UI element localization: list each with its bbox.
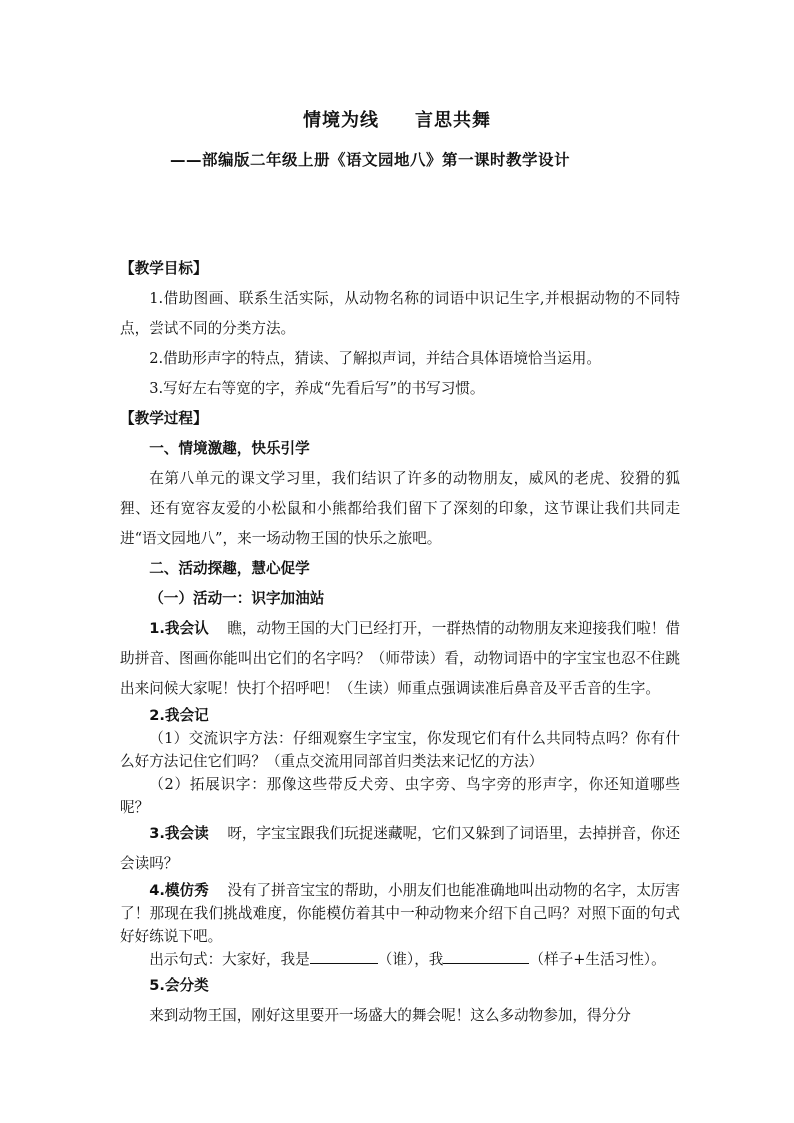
- item-5-label: 5.会分类: [149, 977, 209, 994]
- title-part-2: 言思共舞: [415, 110, 491, 131]
- item-4-text: 没有了拼音宝宝的帮助，小朋友们也能准确地叫出动物的名字，太厉害了！那现在我们挑战难度，你能模仿着其中一种动物来介绍下自己吗？对照下面的句式好好练说下吧。: [120, 882, 680, 945]
- item-2-part-2: （2）拓展识字：那像这些带反犬旁、虫字旁、鸟字旁的形声字，你还知道哪些呢？: [120, 776, 680, 816]
- title-part-1: 情境为线: [303, 110, 379, 131]
- item-3-label: 3.我会读: [149, 825, 209, 842]
- item-2-label: 2.我会记: [149, 707, 209, 724]
- document-body: [120, 254, 680, 1031]
- document-title: [0, 106, 794, 132]
- goals-header: 【教学目标】: [120, 260, 208, 277]
- item-4-label: 4.模仿秀: [149, 882, 209, 899]
- item-5-text: 来到动物王国，刚好这里要开一场盛大的舞会呢！这么多动物参加，得分分: [149, 1007, 631, 1024]
- section-2-title: 二、活动探趣，慧心促学: [149, 560, 310, 577]
- activity-1-title: （一）活动一：识字加油站: [149, 590, 325, 607]
- item-3-text: 呀，字宝宝跟我们玩捉迷藏呢，它们又躲到了词语里，去掉拼音，你还会读吗？: [120, 825, 680, 872]
- process-header: 【教学过程】: [120, 410, 208, 427]
- blank-line-description[interactable]: [443, 949, 529, 964]
- goal-1: 1.借助图画、联系生活实际，从动物名称的词语中识记生字,并根据动物的不同特点，尝试不同的分类方法。: [120, 290, 680, 337]
- item-3: [120, 819, 680, 879]
- section-1-title: 一、情境激趣，快乐引学: [149, 440, 310, 457]
- blank-line-who[interactable]: [310, 949, 378, 964]
- goal-3: 3.写好左右等宽的字，养成“先看后写”的书写习惯。: [149, 380, 485, 397]
- section-1-text: 在第八单元的课文学习里，我们结识了许多的动物朋友，威风的老虎、狡猾的狐狸、还有宽容友爱的小松鼠和小熊都给我们留下了深刻的印象，这节课让我们共同走进“语文园地八”，来一场动物王国的快乐之旅吧。: [120, 470, 680, 547]
- item-4: [120, 879, 680, 948]
- sentence-pattern-part-1: 出示句式：大家好，我是: [149, 951, 310, 968]
- sentence-pattern-part-3: （样子+生活习性）。: [529, 951, 666, 968]
- item-1-text: 瞧，动物王国的大门已经打开，一群热情的动物朋友来迎接我们啦！借助拼音、图画你能叫出它们的名字吗？（师带读）看，动物词语中的字宝宝也忍不住跳出来问候大家呢！快打个招呼吧！（生读）师重点强调读准后鼻音及平舌音的生字。: [120, 620, 680, 697]
- document-subtitle: ——部编版二年级上册《语文园地八》第一课时教学设计: [170, 151, 571, 169]
- sentence-pattern: [120, 948, 680, 971]
- goal-2: 2.借助形声字的特点，猜读、了解拟声词，并结合具体语境恰当运用。: [149, 350, 601, 367]
- sentence-pattern-part-2: （谁），我: [377, 951, 444, 968]
- item-2-part-1: （1）交流识字方法：仔细观察生字宝宝，你发现它们有什么共同特点吗？你有什么好方法记住它们吗？（重点交流用同部首归类法来记忆的方法）: [120, 730, 680, 770]
- item-1: [120, 614, 680, 704]
- item-1-label: 1.我会认: [149, 620, 209, 637]
